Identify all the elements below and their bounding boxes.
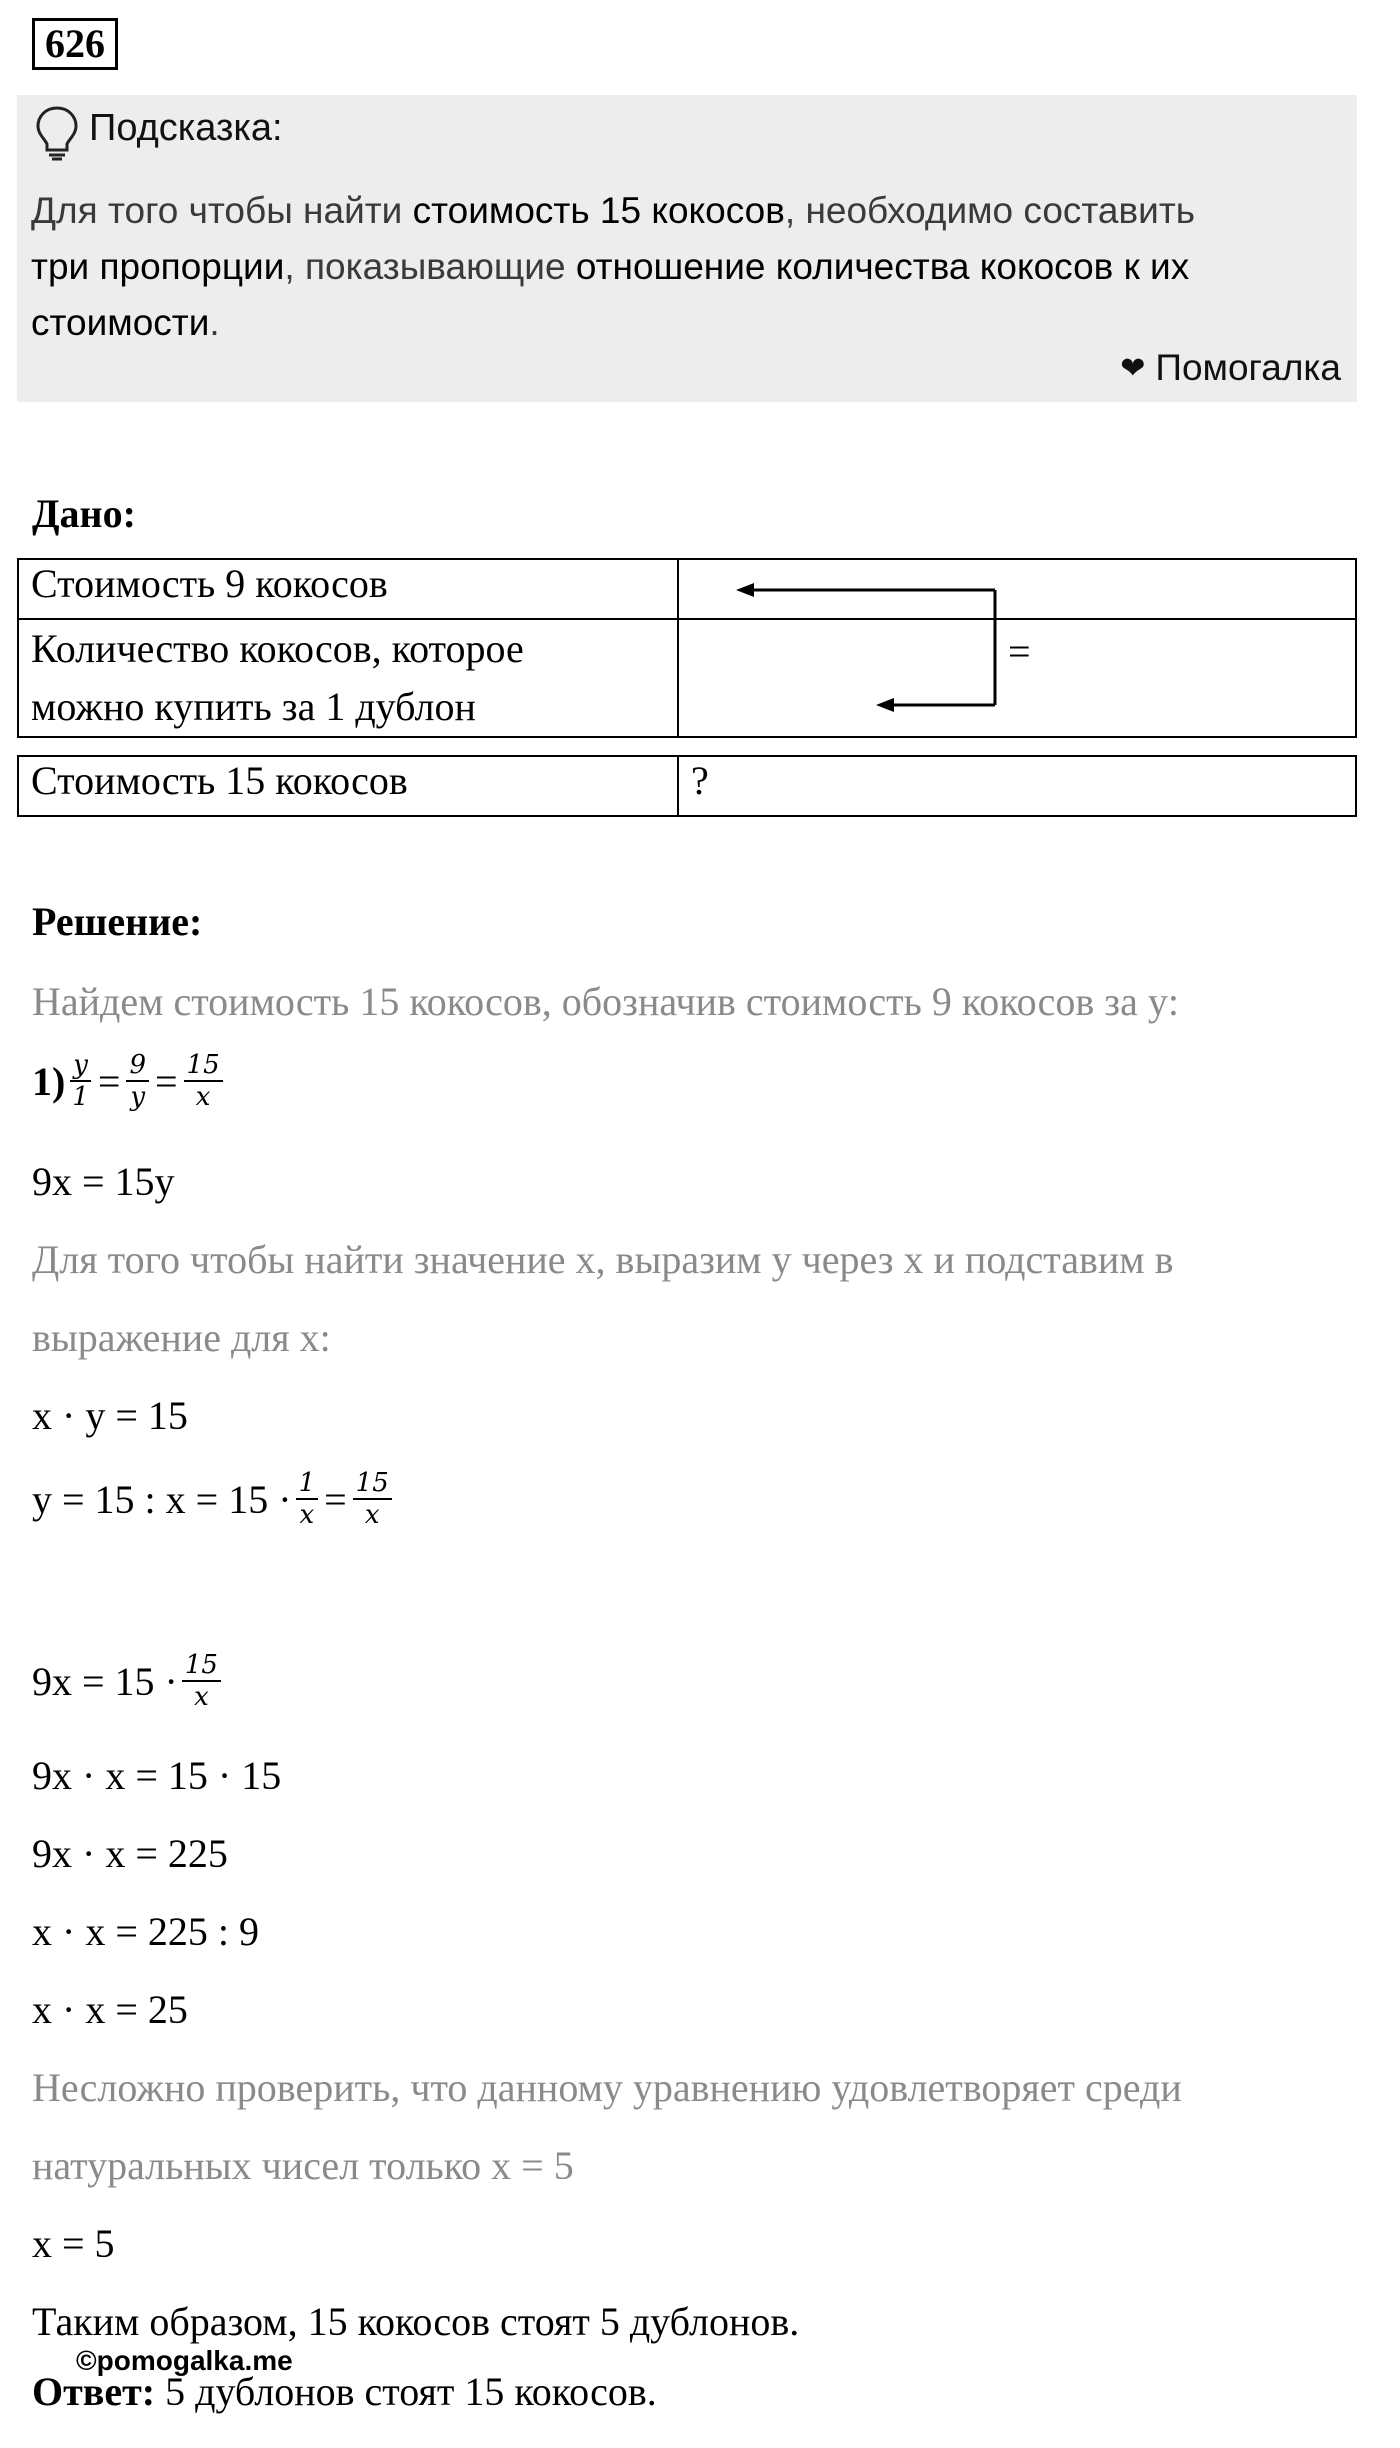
given-label: Дано: bbox=[32, 491, 136, 536]
fraction-num: 15 bbox=[353, 1468, 392, 1500]
equation-line: 9x · x = 225 bbox=[32, 1831, 228, 1876]
heart-icon: ❤ bbox=[1120, 351, 1146, 385]
equals-op: = bbox=[324, 1476, 347, 1522]
find-table bbox=[17, 755, 1357, 817]
equation-line: x = 5 bbox=[32, 2221, 115, 2266]
fraction-num: 15 bbox=[182, 1650, 221, 1682]
equation-line: x · y = 15 bbox=[32, 1393, 188, 1438]
given-row2-label bbox=[18, 619, 678, 737]
equation-line-y bbox=[32, 1468, 396, 1530]
hint-part: , показывающие bbox=[284, 246, 576, 287]
fraction bbox=[296, 1468, 319, 1530]
find-value: ? bbox=[678, 756, 1356, 816]
hint-emphasis: стоимости bbox=[31, 302, 210, 343]
fraction-den: x bbox=[195, 1082, 211, 1112]
problem-number: 626 bbox=[32, 18, 118, 70]
lightbulb-icon bbox=[35, 105, 79, 161]
explain-line: выражение для x: bbox=[32, 1315, 331, 1360]
equals-op: = bbox=[97, 1058, 121, 1104]
fraction-den: x bbox=[299, 1500, 315, 1530]
fraction-den: x bbox=[194, 1682, 209, 1712]
given-row2-line1: Количество кокосов, которое bbox=[31, 626, 524, 671]
equation-line: 9x · x = 15 · 15 bbox=[32, 1753, 282, 1798]
hint-part: , необходимо составить bbox=[784, 190, 1196, 231]
equation-text: y = 15 : x = 15 · bbox=[32, 1476, 292, 1522]
step-label: 1) bbox=[32, 1058, 66, 1104]
hint-footer bbox=[1120, 347, 1341, 389]
answer-line bbox=[32, 2368, 657, 2415]
proportion-arrow bbox=[730, 575, 1030, 725]
proportion-line bbox=[32, 1050, 227, 1112]
explain-line: Для того чтобы найти значение x, выразим y через x и подставим в bbox=[32, 1237, 1174, 1282]
fraction-num: y bbox=[70, 1050, 91, 1082]
equation-line: 9x = 15y bbox=[32, 1159, 175, 1204]
fraction bbox=[69, 1050, 92, 1112]
explain-line: Несложно проверить, что данному уравнению удовлетворяет среди bbox=[32, 2065, 1182, 2110]
explain-line: натуральных чисел только x = 5 bbox=[32, 2143, 574, 2188]
hint-text bbox=[31, 183, 1351, 351]
equation-line-sub bbox=[32, 1650, 225, 1712]
fraction bbox=[184, 1050, 223, 1112]
hint-part: . bbox=[209, 302, 220, 343]
fraction-den: y bbox=[130, 1082, 146, 1112]
site-logo: ©pomogalka.me bbox=[76, 2345, 293, 2376]
fraction-den: x bbox=[364, 1500, 380, 1530]
conclusion-line: Таким образом, 15 кокосов стоят 5 дублонов. bbox=[32, 2299, 800, 2344]
answer-label: Ответ: bbox=[32, 2369, 156, 2414]
answer-text: 5 дублонов стоят 15 кокосов. bbox=[155, 2369, 657, 2414]
fraction-num: 15 bbox=[184, 1050, 223, 1082]
hint-emphasis: стоимость 15 кокосов bbox=[412, 190, 785, 231]
hint-footer-label: Помогалка bbox=[1155, 347, 1341, 388]
equals-sign: = bbox=[1008, 629, 1031, 674]
equals-op: = bbox=[154, 1058, 178, 1104]
fraction-den: 1 bbox=[72, 1082, 89, 1112]
equation-text: 9x = 15 · bbox=[32, 1658, 178, 1704]
hint-title: Подсказка: bbox=[89, 107, 283, 149]
hint-emphasis: отношение количества кокосов к их bbox=[575, 246, 1190, 287]
hint-part: Для того чтобы найти bbox=[31, 190, 413, 231]
fraction-num: 9 bbox=[126, 1050, 149, 1082]
fraction-num: 1 bbox=[296, 1468, 319, 1500]
hint-box bbox=[17, 95, 1357, 402]
equation-line: x · x = 225 : 9 bbox=[32, 1909, 259, 1954]
hint-emphasis: три пропорции bbox=[31, 246, 285, 287]
fraction bbox=[126, 1050, 149, 1112]
solution-label: Решение: bbox=[32, 899, 203, 944]
find-label: Стоимость 15 кокосов bbox=[18, 756, 678, 816]
solution-intro: Найдем стоимость 15 кокосов, обозначив стоимость 9 кокосов за y: bbox=[32, 979, 1179, 1024]
given-table bbox=[17, 558, 1357, 738]
equation-line: x · x = 25 bbox=[32, 1987, 188, 2032]
given-row2-line2: можно купить за 1 дублон bbox=[31, 684, 476, 729]
fraction bbox=[182, 1650, 221, 1712]
fraction bbox=[353, 1468, 392, 1530]
given-row1-label: Стоимость 9 кокосов bbox=[18, 559, 678, 619]
